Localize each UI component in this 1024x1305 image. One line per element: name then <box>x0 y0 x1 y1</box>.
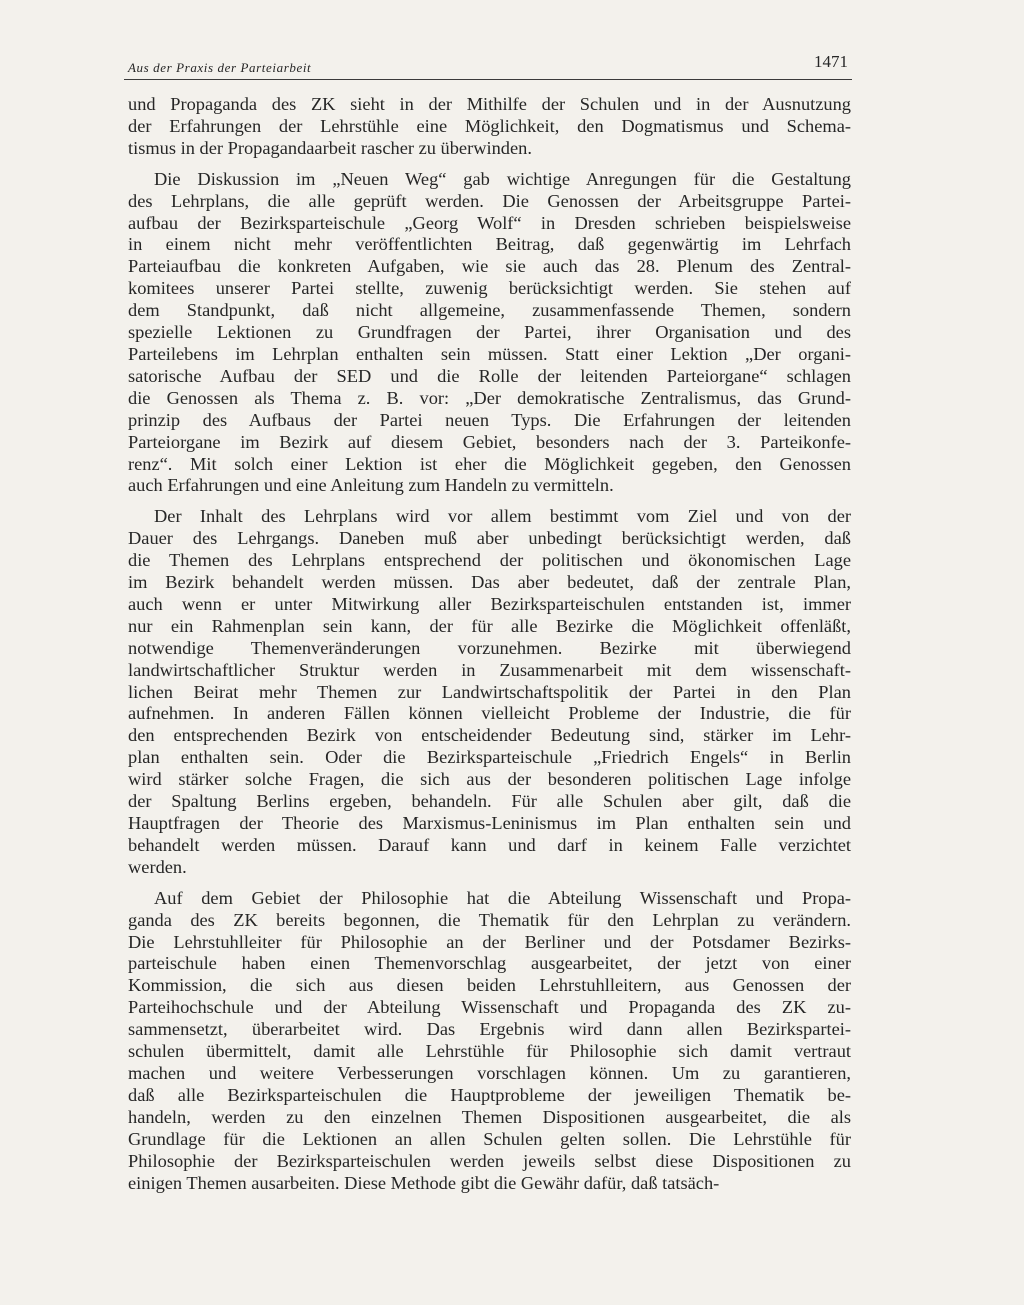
text-line: Dauer des Lehrgangs. Daneben muß aber unbedingt berücksichtigt werden, daß <box>128 528 851 549</box>
text-line: komitees unserer Partei stellte, zuwenig berücksichtigt werden. Sie stehen auf <box>128 278 851 299</box>
text-line: auch Erfahrungen und eine Anleitung zum Handeln zu vermitteln. <box>128 475 614 496</box>
text-line: die Genossen als Thema z. B. vor: „Der demokratische Zentralismus, das Grund- <box>128 387 851 408</box>
text-line: dem Standpunkt, daß nicht allgemeine, zusammenfassende Themen, sondern <box>128 300 851 321</box>
text-line: sammensetzt, überarbeitet wird. Das Ergebnis wird dann allen Bezirkspartei- <box>128 1019 851 1040</box>
text-line: einigen Themen ausarbeiten. Diese Methode gibt die Gewähr dafür, daß tatsäch- <box>128 1172 720 1193</box>
text-line: der Spaltung Berlins ergeben, behandeln. Für alle Schulen aber gilt, daß die <box>128 791 851 812</box>
text-line: handeln, werden zu den einzelnen Themen Dispositionen ausgearbeitet, die als <box>128 1106 851 1127</box>
text-line: behandelt werden müssen. Darauf kann und darf in keinem Falle verzichtet <box>128 834 851 855</box>
text-line: plan enthalten sein. Oder die Bezirksparteischule „Friedrich Engels“ in Berlin <box>128 747 851 768</box>
text-line: landwirtschaftlicher Struktur werden in Zusammenarbeit mit dem wissenschaft- <box>128 659 851 680</box>
text-line: aufbau der Bezirksparteischule „Georg Wolf“ in Dresden schrieben beispielsweise <box>128 212 851 233</box>
paragraph <box>128 169 851 498</box>
text-line: notwendige Themenveränderungen vorzunehmen. Bezirke mit überwiegend <box>128 637 851 658</box>
text-line: parteischule haben einen Themenvorschlag ausgearbeitet, der jetzt von einer <box>128 953 851 974</box>
text-line: Kommission, die sich aus diesen beiden Lehrstuhlleitern, aus Genossen der <box>128 975 851 996</box>
paragraph <box>128 94 851 160</box>
text-line: nur ein Rahmenplan sein kann, der für alle Bezirke die Möglichkeit offenläßt, <box>128 615 851 636</box>
text-line: Grundlage für die Lektionen an allen Schulen gelten sollen. Die Lehrstühle für <box>128 1128 851 1149</box>
text-line: Parteiaufbau die konkreten Aufgaben, wie sie auch das 28. Plenum des Zentral- <box>128 256 851 277</box>
text-line: des Lehrplans, die alle geprüft werden. Die Genossen der Arbeitsgruppe Partei- <box>128 190 851 211</box>
paragraph-gap <box>128 160 851 169</box>
text-line: daß alle Bezirksparteischulen die Hauptprobleme der jeweiligen Thematik be- <box>128 1084 851 1105</box>
text-line: der Erfahrungen der Lehrstühle eine Möglichkeit, den Dogmatismus und Schema- <box>128 115 851 136</box>
text-line: ganda des ZK bereits begonnen, die Thematik für den Lehrplan zu verändern. <box>128 909 851 930</box>
paragraph-gap <box>128 879 851 888</box>
text-line: Die Diskussion im „Neuen Weg“ gab wichtige Anregungen für die Gestaltung <box>154 168 851 189</box>
paragraph <box>128 506 851 878</box>
running-head <box>128 52 852 80</box>
text-line: Hauptfragen der Theorie des Marxismus-Leninismus im Plan enthalten sein und <box>128 813 851 833</box>
page-number: 1471 <box>814 52 848 71</box>
text-line: wird stärker solche Fragen, die sich aus der besonderen politischen Lage infolge <box>128 769 851 790</box>
text-line: und Propaganda des ZK sieht in der Mithilfe der Schulen und in der Ausnutzung <box>128 94 851 114</box>
text-line: aufnehmen. In anderen Fällen können vielleicht Probleme der Industrie, die für <box>128 703 851 724</box>
text-line: werden. <box>128 856 187 877</box>
text-line: Parteihochschule und der Abteilung Wissenschaft und Propaganda des ZK zu- <box>128 997 851 1018</box>
text-line: Die Lehrstuhlleiter für Philosophie an der Berliner und der Potsdamer Bezirks- <box>128 931 851 952</box>
text-line: den entsprechenden Bezirk von entscheidender Bedeutung sind, stärker im Lehr- <box>128 725 851 746</box>
paragraph <box>128 888 851 1195</box>
text-line: renz“. Mit solch einer Lektion ist eher die Möglichkeit gegeben, den Genossen <box>128 453 851 474</box>
text-line: in einem nicht mehr veröffentlichten Beitrag, daß gegenwärtig im Lehrfach <box>128 234 851 255</box>
text-line: Parteilebens im Lehrplan enthalten sein müssen. Statt einer Lektion „Der organi- <box>128 343 851 364</box>
text-line: Auf dem Gebiet der Philosophie hat die Abteilung Wissenschaft und Propa- <box>154 887 851 908</box>
text-line: machen und weitere Verbesserungen vorschlagen können. Um zu garantieren, <box>128 1062 851 1083</box>
running-title: Aus der Praxis der Parteiarbeit <box>128 60 312 75</box>
text-line: spezielle Lektionen zu Grundfragen der Partei, ihrer Organisation und des <box>128 322 851 343</box>
text-line: Parteiorgane im Bezirk auf diesem Gebiet, besonders nach der 3. Parteikonfe- <box>128 431 851 452</box>
text-line: Philosophie der Bezirksparteischulen werden jeweils selbst diese Dispositionen zu <box>128 1150 851 1171</box>
text-line: satorische Aufbau der SED und die Rolle der leitenden Parteiorgane“ schlagen <box>128 365 851 386</box>
header-rule <box>124 79 852 80</box>
paragraph-gap <box>128 497 851 506</box>
body-text <box>128 94 851 1194</box>
text-line: tismus in der Propagandaarbeit rascher zu überwinden. <box>128 137 532 158</box>
text-line: schulen übermittelt, damit alle Lehrstühle für Philosophie sich damit vertraut <box>128 1041 851 1062</box>
text-line: prinzip des Aufbaus der Partei neuen Typs. Die Erfahrungen der leitenden <box>128 409 851 430</box>
text-line: im Bezirk behandelt werden müssen. Das aber bedeutet, daß der zentrale Plan, <box>128 572 851 593</box>
text-line: lichen Beirat mehr Themen zur Landwirtschaftspolitik der Partei in den Plan <box>128 681 851 702</box>
text-line: die Themen des Lehrplans entsprechend der politischen und ökonomischen Lage <box>128 550 851 571</box>
text-line: auch wenn er unter Mitwirkung aller Bezirksparteischulen entstanden ist, immer <box>128 593 851 614</box>
text-line: Der Inhalt des Lehrplans wird vor allem bestimmt vom Ziel und von der <box>154 506 851 527</box>
